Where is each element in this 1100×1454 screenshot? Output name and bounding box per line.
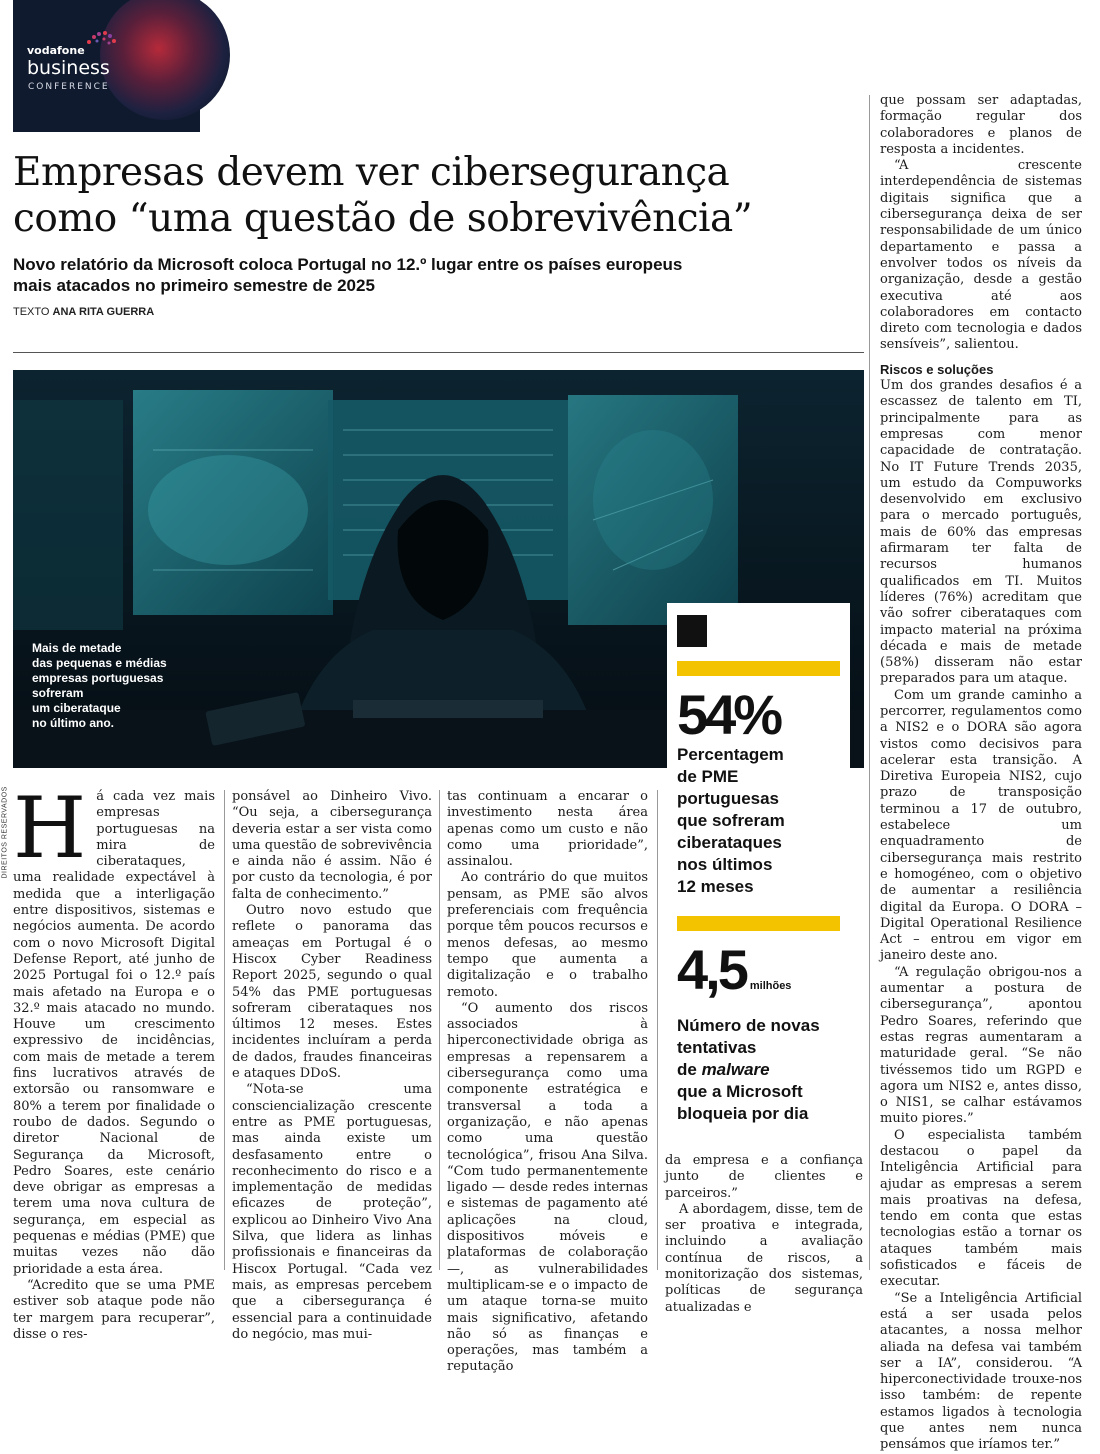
headline-line-2: como “uma questão de sobrevivência” xyxy=(13,196,753,241)
photo-caption xyxy=(32,641,192,731)
caption-line: no último ano. xyxy=(32,716,114,730)
yellow-bar xyxy=(677,661,840,676)
byline-label: TEXTO xyxy=(13,306,50,318)
article-column-2 xyxy=(232,789,432,1343)
section-subheading: Riscos e soluções xyxy=(880,361,994,377)
article-paragraph: que possam ser adaptadas, formação regular dos colaboradores e planos de resposta a incidentes. xyxy=(880,93,1082,157)
black-square-icon xyxy=(677,615,707,647)
dots-icon xyxy=(83,28,123,50)
stat2-number: 4,5 xyxy=(677,938,746,1001)
caption-line: empresas portuguesas xyxy=(32,671,164,685)
article-paragraph: “O aumento dos riscos associados à hiperconectividade obriga as empresas a repensarem a cibersegurança como uma componente estratégica e transversal a toda a organização, e não apenas como uma questão tecnológica”, frisou Ana Silva. “Com tudo permanentemente ligado — desde redes internas e sistemas de pagamento até aplicações na cloud, dispositivos móveis e plataformas de colaboração —, as vulnerabilidades multiplicam-se e o impacto de um ataque torna-se muito mais significativo, afetando não só as finanças e operações, mas também a reputação xyxy=(447,1000,648,1375)
logo-text-conference: CONFERENCE xyxy=(28,82,110,92)
headline-line-1: Empresas devem ver cibersegurança xyxy=(13,150,730,195)
stat1-desc-line: ciberataques xyxy=(677,833,782,852)
article-paragraph: da empresa e a confiança junto de clientes e parceiros.” xyxy=(665,1153,863,1201)
stat2-desc-line: Número de novas xyxy=(677,1016,820,1035)
column-divider xyxy=(869,95,870,1270)
globe-graphic xyxy=(100,0,230,120)
article-headline xyxy=(13,150,863,242)
logo-text-business: business xyxy=(27,57,110,79)
article-paragraph: á cada vez mais empresas portuguesas na mira de ciberataques, uma realidade expectável à medida que a interligação entre dispositivos, sistemas e negócios aumenta. De acordo com o novo Microsoft Digital Defense Report, até junho de 2025 Portugal foi o 12.º país mais afetado na Europa e o 32.º mais atacado no mundo. Houve um crescimento expressivo de incidências, com mais de metade a terem fins lucrativos através de extorsão ou ransomware e 80% a terem por finalidade o roubo de dados. Segundo o diretor Nacional de Segurança da Microsoft, Pedro Soares, este cenário deve obrigar as empresas a terem uma nova cultura de segurança, em especial as pequenas e médias (PME) que muitas vezes não dão prioridade a esta área. xyxy=(13,789,215,1277)
stat1-desc-line: nos últimos xyxy=(677,855,773,874)
caption-line: sofreram xyxy=(32,686,84,700)
stat1-desc-line: portuguesas xyxy=(677,789,780,808)
logo-text-vodafone: vodafone xyxy=(27,44,85,57)
column-divider xyxy=(657,790,658,1270)
article-paragraph: “A crescente interdependência de sistemas digitais significa que a cibersegurança deixa de ser responsabilidade de um único departamento e passa a envolver todos os níveis da organização, desde a gestão executiva até aos colaboradores em contacto direto com tecnologia e dados sensíveis”, salientou. xyxy=(880,158,1082,353)
stat1-desc-line: Percentagem xyxy=(677,745,784,764)
article-subheadline xyxy=(13,254,863,296)
article-paragraph: O especialista também destacou o papel da Inteligência Artificial para ajudar as empresas a serem mais proativas na defesa, tendo em conta que estas tecnologias estão a tornar os ataques também mais sofisticados e fáceis de executar. xyxy=(880,1127,1082,1290)
stat1-desc-line: 12 meses xyxy=(677,877,754,896)
column-divider xyxy=(224,790,225,1270)
article-paragraph: Um dos grandes desafios é a escassez de talento em TI, principalmente para as empresas com menor capacidade de contratação. No IT Future Trends 2035, um estudo da Compuworks desenvolvido em exclusivo para o mercado português, mais de 60% das empresas afirmaram ter falta de recursos humanos qualificados em TI. Muitos líderes (76%) acreditam que vão sofrer ciberataques com impacto material na próxima década e mais de metade (58%) disseram não estar preparados para um ataque. xyxy=(880,378,1082,687)
byline-author: ANA RITA GUERRA xyxy=(52,306,155,318)
article-paragraph: “Se a Inteligência Artificial está a ser usada pelos atacantes, a nossa melhor aliada na defesa vai também ser a IA”, considerou. “A hiperconectividade trouxe-nos isso também: de repente estamos ligados à tecnologia que antes nem nunca pensámos que iríamos ter.” xyxy=(880,1290,1082,1453)
stat-value-4-5 xyxy=(677,938,840,1015)
byline xyxy=(13,306,154,318)
stat-description-2 xyxy=(677,1015,840,1125)
stat1-desc-line: de PME xyxy=(677,767,739,786)
article-paragraph: “Acredito que se uma PME estiver sob ataque pode não ter margem para recuperar”, disse o res- xyxy=(13,1277,215,1342)
article-paragraph: tas continuam a encarar o investimento nesta área apenas como um custo e não como uma prioridade”, assinalou. xyxy=(447,789,648,870)
stat2-desc-malware: malware xyxy=(701,1060,770,1079)
photo-credit-text: DIREITOS RESERVADOS xyxy=(1,786,9,879)
stat2-desc-line: que a Microsoft xyxy=(677,1082,803,1101)
article-paragraph: A abordagem, disse, tem de ser proativa e integrada, incluindo a avaliação contínua de riscos, a monitorização dos sistemas, políticas de segurança atualizadas e xyxy=(665,1201,863,1315)
caption-line: Mais de metade xyxy=(32,641,122,655)
article-paragraph: “A regulação obrigou-nos a aumentar a postura de cibersegurança”, apontou Pedro Soares, referindo que estas regras aumentaram a maturidade geral. “Se não tivéssemos tido um RGPD e agora um NIS2 e, antes disso, o NIS1, se calhar estávamos muito piores.” xyxy=(880,964,1082,1127)
header-divider xyxy=(13,352,864,353)
article-column-4 xyxy=(665,1153,863,1316)
photo-credit xyxy=(0,770,12,890)
column-divider xyxy=(439,790,440,1270)
subhead-line-1: Novo relatório da Microsoft coloca Portugal no 12.º lugar entre os países europeus xyxy=(13,255,683,274)
article-paragraph: Ao contrário do que muitos pensam, as PME são alvos preferenciais com frequência porque têm poucos recursos e menos defesas, ao mesmo tempo que aumenta a digitalização e o trabalho remoto. xyxy=(447,870,648,1000)
stats-box xyxy=(667,603,850,1123)
article-column-3 xyxy=(447,789,648,1376)
stat-description-1 xyxy=(677,744,840,898)
stat2-unit: milhões xyxy=(749,980,792,992)
stat2-desc-line: bloqueia por dia xyxy=(677,1104,809,1123)
stat2-desc-line: de xyxy=(677,1060,702,1079)
stat1-desc-line: que sofreram xyxy=(677,811,785,830)
article-paragraph: Outro novo estudo que reflete o panorama das ameaças em Portugal é o Hiscox Cyber Readiness Report 2025, segundo o qual 54% das PME portuguesas sofreram ciberataques nos últimos 12 meses. Estes incidentes incluíram a perda de dados, fraudes financeiras e ataques DDoS. xyxy=(232,903,432,1082)
drop-cap: H xyxy=(13,779,87,877)
subhead-line-2: mais atacados no primeiro semestre de 2025 xyxy=(13,276,375,295)
article-paragraph: “Nota-se uma consciencialização crescente entre as PME portuguesas, mas ainda existe um desfasamento entre o reconhecimento do risco e a implementação de medidas eficazes de proteção”, explicou ao Dinheiro Vivo Ana Silva, que lidera as linhas profissionais e financeiras da Hiscox Portugal. “Cada vez mais, as empresas percebem que a cibersegurança é essencial para a continuidade do negócio, mas mui- xyxy=(232,1082,432,1342)
article-column-5 xyxy=(880,93,1082,1454)
article-paragraph: ponsável ao Dinheiro Vivo. “Ou seja, a cibersegurança deveria estar a ser vista como uma questão de sobrevivência e ainda não é assim. Não é por custo da tecnologia, é por falta de conhecimento.” xyxy=(232,789,432,902)
article-column-1 xyxy=(13,779,215,1343)
vodafone-business-conference-logo xyxy=(13,0,200,132)
caption-line: um ciberataque xyxy=(32,701,121,715)
stat2-desc-line: tentativas xyxy=(677,1038,757,1057)
stat-value-54: 54% xyxy=(677,683,781,746)
article-paragraph: Com um grande caminho a percorrer, regulamentos como a NIS2 e o DORA são agora vistos como decisivos para acelerar esta transição. A Diretiva Europeia NIS2, cujo prazo de transposição terminou a 17 de outubro, estabelece um enquadramento de cibersegurança mais restrito e homogéneo, com o objetivo de aumentar a resiliência digital da Europa. O DORA – Digital Operational Resilience Act – entrou em vigor em janeiro deste ano. xyxy=(880,687,1082,964)
yellow-bar xyxy=(677,916,840,931)
caption-line: das pequenas e médias xyxy=(32,656,167,670)
